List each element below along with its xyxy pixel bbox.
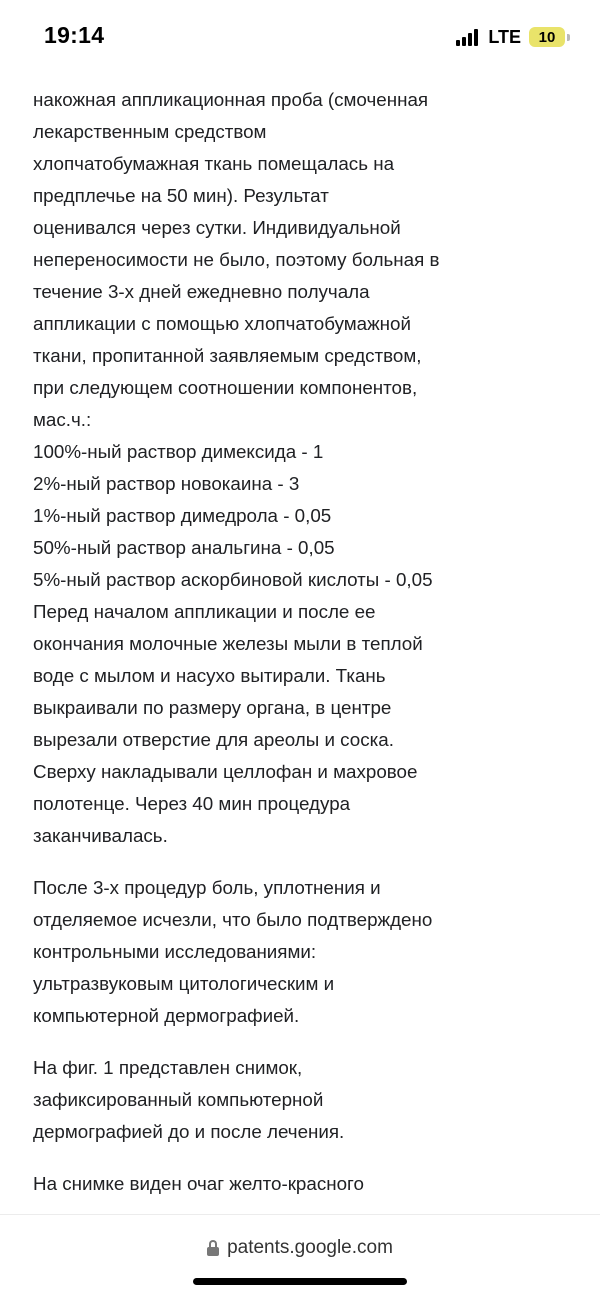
text-line: вырезали отверстие для ареолы и соска.	[33, 729, 394, 750]
text-line: хлопчатобумажная ткань помещалась на	[33, 153, 395, 174]
text-line: 100%-ный раствор димексида - 1	[33, 441, 324, 462]
text-line: 2%-ный раствор новокаина - 3	[33, 473, 300, 494]
text-line: контрольными исследованиями:	[33, 941, 317, 962]
text-line: оценивался через сутки. Индивидуальной	[33, 217, 401, 238]
battery-cap	[567, 34, 570, 41]
paragraph-3	[33, 1052, 578, 1148]
text-line: На фиг. 1 представлен снимок,	[33, 1057, 303, 1078]
status-indicators	[456, 24, 570, 50]
text-line: окончания молочные железы мыли в теплой	[33, 633, 423, 654]
text-line: непереносимости не было, поэтому больная в	[33, 249, 440, 270]
battery-level: 10	[538, 28, 556, 46]
paragraph-1	[33, 84, 578, 852]
url-text[interactable]: patents.google.com	[227, 1237, 393, 1258]
article-content	[33, 52, 578, 1200]
text-line: На снимке виден очаг желто-красного	[33, 1173, 364, 1194]
text-line: ткани, пропитанной заявляемым средством,	[33, 345, 422, 366]
home-indicator[interactable]	[193, 1278, 407, 1285]
text-line: аппликации с помощью хлопчатобумажной	[33, 313, 411, 334]
text-line: предплечье на 50 мин). Результат	[33, 185, 329, 206]
text-line: Сверху накладывали целлофан и махровое	[33, 761, 418, 782]
battery-icon	[529, 27, 565, 47]
text-line: при следующем соотношении компонентов,	[33, 377, 418, 398]
text-line: зафиксированный компьютерной	[33, 1089, 324, 1110]
lock-icon	[207, 1240, 219, 1256]
text-line: 1%-ный раствор димедрола - 0,05	[33, 505, 332, 526]
text-line: компьютерной дермографией.	[33, 1005, 300, 1026]
paragraph-4	[33, 1168, 578, 1200]
cellular-signal-icon	[456, 28, 480, 46]
text-line: полотенце. Через 40 мин процедура	[33, 793, 351, 814]
text-line: выкраивали по размеру органа, в центре	[33, 697, 392, 718]
status-bar	[0, 0, 600, 72]
text-line: 50%-ный раствор анальгина - 0,05	[33, 537, 335, 558]
network-type: LTE	[488, 26, 521, 47]
text-line: После 3-х процедур боль, уплотнения и	[33, 877, 381, 898]
text-line: дермографией до и после лечения.	[33, 1121, 345, 1142]
text-line: лекарственным средством	[33, 121, 267, 142]
text-line: ультразвуковым цитологическим и	[33, 973, 335, 994]
text-line: отделяемое исчезли, что было подтверждено	[33, 909, 433, 930]
paragraph-2	[33, 872, 578, 1032]
text-line: воде с мылом и насухо вытирали. Ткань	[33, 665, 386, 686]
text-line: течение 3-х дней ежедневно получала	[33, 281, 370, 302]
text-line: Перед началом аппликации и после ее	[33, 601, 376, 622]
text-line: накожная аппликационная проба (смоченная	[33, 89, 429, 110]
text-line: заканчивалась.	[33, 825, 168, 846]
text-line: 5%-ный раствор аскорбиновой кислоты - 0,05	[33, 569, 433, 590]
status-time: 19:14	[44, 22, 105, 48]
url-bar[interactable]	[0, 1234, 600, 1262]
text-line: мас.ч.:	[33, 409, 92, 430]
